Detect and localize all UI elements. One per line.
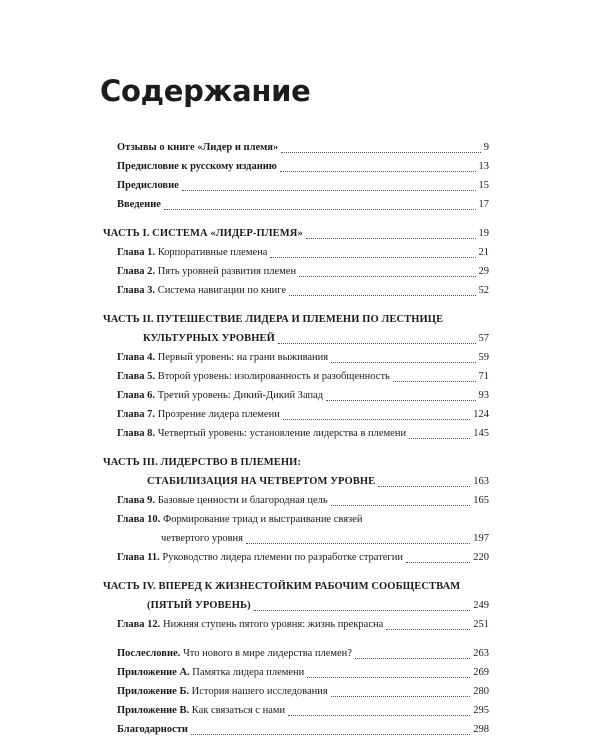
dot-leader [288,714,470,716]
dot-leader [306,237,476,239]
toc-appendix-v[interactable]: Приложение В. Как связаться с нами 295 [103,701,489,720]
dot-leader [281,151,481,153]
page-number: 57 [478,333,489,344]
page-number: 29 [478,266,489,277]
dot-leader [278,342,476,344]
dot-leader [280,170,476,172]
page-title: Содержание [100,74,311,108]
dot-leader [164,208,476,210]
toc-chapter-7[interactable]: Глава 7. Прозрение лидера племени 124 [103,405,489,424]
dot-leader [191,733,470,735]
toc-chapter-1[interactable]: Глава 1. Корпоративные племена 21 [103,243,489,262]
toc-acknowledgements[interactable]: Благодарности 298 [103,720,489,739]
toc-chapter-8[interactable]: Глава 8. Четвертый уровень: установление лидерства в племени 145 [103,424,489,443]
page-number: 9 [483,142,489,153]
dot-leader [409,437,470,439]
toc-chapter-11[interactable]: Глава 11. Руководство лидера племени по разработке стратегии 220 [103,548,489,567]
table-of-contents [103,138,489,739]
dot-leader [378,485,470,487]
toc-entry-preface[interactable]: Предисловие 15 [103,176,489,195]
dot-leader [246,542,470,544]
dot-leader [331,361,475,363]
toc-part-4-line-1[interactable]: ЧАСТЬ IV. ВПЕРЕД К ЖИЗНЕСТОЙКИМ РАБОЧИМ СООБЩЕСТВАМ [103,581,461,592]
toc-entry-introduction[interactable]: Введение 17 [103,195,489,214]
toc-chapter-4[interactable]: Глава 4. Первый уровень: на грани выживания 59 [103,348,489,367]
page-number: 17 [478,199,489,210]
page-number: 124 [473,409,489,420]
toc-entry-reviews[interactable]: Отзывы о книге «Лидер и племя» 9 [103,138,489,157]
toc-part-3[interactable]: СТАБИЛИЗАЦИЯ НА ЧЕТВЕРТОМ УРОВНЕ 163 [103,472,489,491]
page-number: 13 [478,161,489,172]
page-number: 15 [478,180,489,191]
dot-leader [331,695,471,697]
page-number: 93 [478,390,489,401]
dot-leader [326,399,475,401]
dot-leader [307,676,470,678]
toc-chapter-2[interactable]: Глава 2. Пять уровней развития племен 29 [103,262,489,281]
toc-chapter-5[interactable]: Глава 5. Второй уровень: изолированность и разобщенность 71 [103,367,489,386]
dot-leader [254,609,471,611]
dot-leader [289,294,475,296]
toc-chapter-10[interactable]: четвертого уровня 197 [103,529,489,548]
dot-leader [393,380,476,382]
page-number: 280 [473,686,489,697]
toc-chapter-12[interactable]: Глава 12. Нижняя ступень пятого уровня: жизнь прекрасна 251 [103,615,489,634]
toc-appendix-b[interactable]: Приложение Б. История нашего исследования 280 [103,682,489,701]
dot-leader [386,628,470,630]
page-number: 251 [473,619,489,630]
page-number: 145 [473,428,489,439]
page-number: 220 [473,552,489,563]
toc-chapter-10-line-1[interactable]: Глава 10. Формирование триад и выстраивание связей [117,514,363,525]
dot-leader [299,275,475,277]
toc-chapter-6[interactable]: Глава 6. Третий уровень: Дикий-Дикий Запад 93 [103,386,489,405]
dot-leader [331,504,471,506]
page-number: 197 [473,533,489,544]
page-number: 19 [478,228,489,239]
toc-chapter-9[interactable]: Глава 9. Базовые ценности и благородная цель 165 [103,491,489,510]
page-number: 71 [478,371,489,382]
dot-leader [355,657,470,659]
toc-entry-russian-preface[interactable]: Предисловие к русскому изданию 13 [103,157,489,176]
page-number: 249 [473,600,489,611]
toc-afterword[interactable]: Послесловие. Что нового в мире лидерства племен? 263 [103,644,489,663]
toc-chapter-3[interactable]: Глава 3. Система навигации по книге 52 [103,281,489,300]
page-number: 52 [478,285,489,296]
page-number: 165 [473,495,489,506]
page-number: 295 [473,705,489,716]
toc-part-2[interactable]: КУЛЬТУРНЫХ УРОВНЕЙ 57 [103,329,489,348]
toc-appendix-a[interactable]: Приложение А. Памятка лидера племени 269 [103,663,489,682]
dot-leader [182,189,476,191]
page-number: 298 [473,724,489,735]
dot-leader [270,256,475,258]
page-number: 263 [473,648,489,659]
dot-leader [283,418,470,420]
dot-leader [406,561,470,563]
toc-part-2-line-1[interactable]: ЧАСТЬ II. ПУТЕШЕСТВИЕ ЛИДЕРА И ПЛЕМЕНИ ПО ЛЕСТНИЦЕ [103,314,444,325]
page-number: 269 [473,667,489,678]
toc-part-4[interactable]: (ПЯТЫЙ УРОВЕНЬ) 249 [103,596,489,615]
page-number: 59 [478,352,489,363]
page-number: 163 [473,476,489,487]
toc-part-1[interactable]: ЧАСТЬ I. СИСТЕМА «ЛИДЕР-ПЛЕМЯ» 19 [103,224,489,243]
toc-part-3-line-1[interactable]: ЧАСТЬ III. ЛИДЕРСТВО В ПЛЕМЕНИ: [103,457,302,468]
page-number: 21 [478,247,489,258]
